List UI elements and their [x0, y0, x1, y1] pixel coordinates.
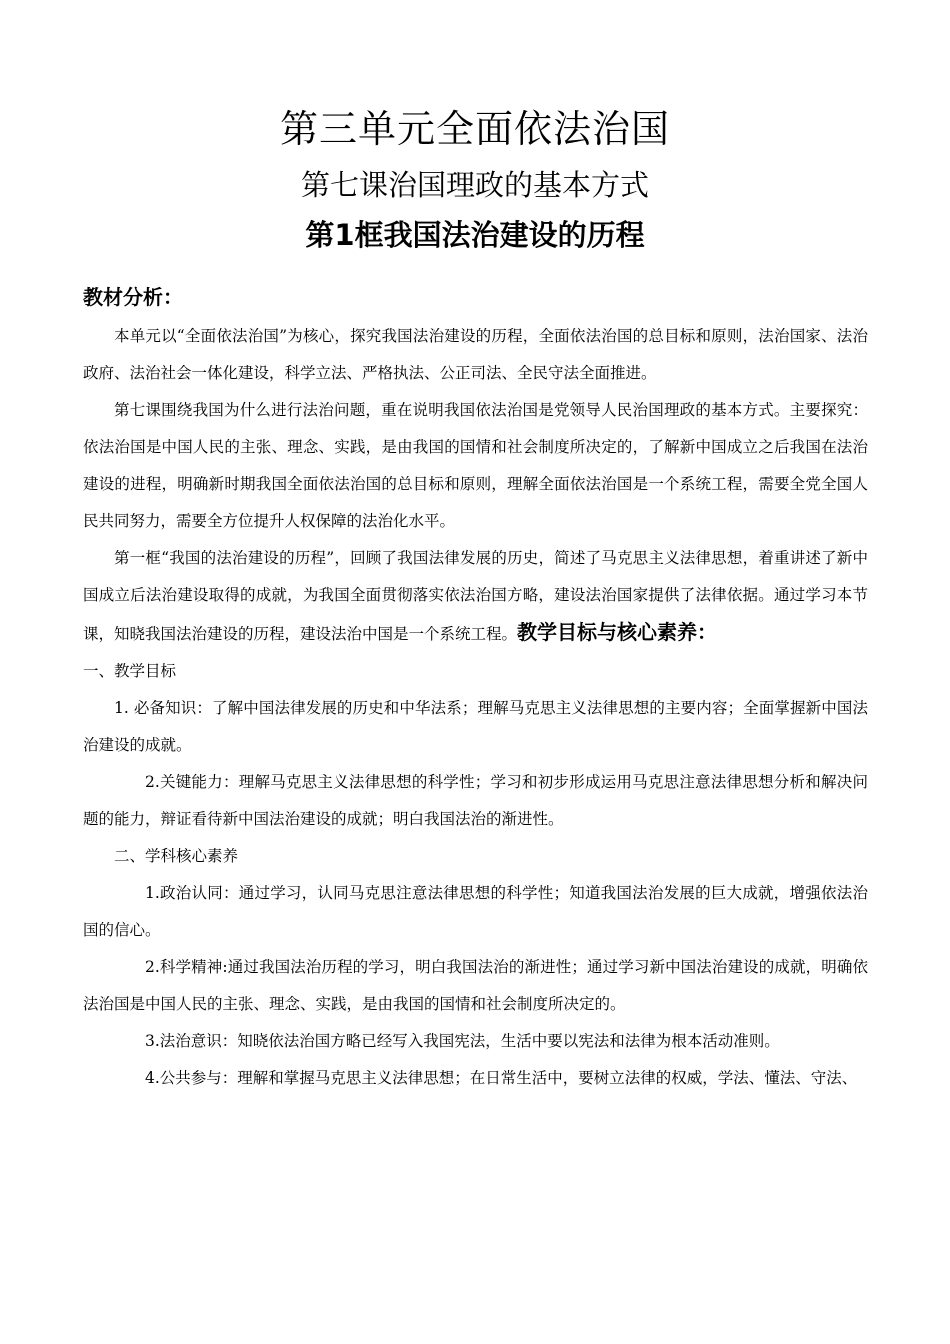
- literacy-item-number: 3.: [145, 1032, 160, 1050]
- literacy-item-text: 公共参与：理解和掌握马克思主义法律思想；在日常生活中，要树立法律的权威，学法、懂法、守法、: [159, 1069, 858, 1087]
- literacy-item: [83, 1023, 868, 1060]
- literacy-item: [83, 875, 868, 949]
- goal-item-2: [83, 764, 868, 838]
- analysis-heading: 教材分析：: [83, 285, 183, 309]
- literacy-item: [83, 1060, 868, 1097]
- analysis-paragraph-3-text: 第一框“我国的法治建设的历程”，回顾了我国法律发展的历史，简述了马克思主义法律思想，着重讲述了新中国成立后法治建设取得的成就，为我国全面贯彻落实依法治国方略，建设法治国家提供了法律依据。通过学习本节课，知晓我国法治建设的历程，建设法治中国是一个系统工程。: [83, 549, 868, 643]
- document-body: [83, 318, 868, 1097]
- goal-item-1: 1. 必备知识：了解中国法律发展的历史和中华法系；理解马克思主义法律思想的主要内容；全面掌握新中国法治建设的成就。: [83, 699, 868, 754]
- literacy-item-number: 1.: [145, 884, 160, 902]
- literacy-heading: 二、学科核心素养: [114, 847, 239, 865]
- literacy-item: [83, 949, 868, 1023]
- unit-title: 第三单元全面依法治国: [279, 107, 670, 151]
- literacy-item-number: 4.: [145, 1069, 160, 1087]
- analysis-paragraph-2: 第七课围绕我国为什么进行法治问题，重在说明我国依法治国是党领导人民治国理政的基本方式。主要探究：依法治国是中国人民的主张、理念、实践，是由我国的国情和社会制度所决定的，了解新中国成立之后我国在法治建设的进程，明确新时期我国全面依法治国的总目标和原则，理解全面依法治国是一个系统工程，需要全党全国人民共同努力，需要全方位提升人权保障的法治化水平。: [83, 401, 868, 530]
- literacy-item-text: 科学精神:通过我国法治历程的学习，明白我国法治的渐进性；通过学习新中国法治建设的成就，明确依法治国是中国人民的主张、理念、实践，是由我国的国情和社会制度所决定的。: [83, 958, 868, 1013]
- literacy-item-text: 法治意识：知晓依法治国方略已经写入我国宪法，生活中要以宪法和法律为根本活动准则。: [159, 1032, 780, 1050]
- frame-title: 第1框我国法治建设的历程: [305, 218, 645, 252]
- literacy-item-number: 2.: [145, 958, 160, 976]
- analysis-paragraph-3: [83, 540, 868, 653]
- goal-item-2-number: 2.: [145, 773, 160, 791]
- literacy-item-text: 政治认同：通过学习，认同马克思注意法律思想的科学性；知道我国法治发展的巨大成就，增强依法治国的信心。: [83, 884, 868, 939]
- goal-item-2-text: 关键能力：理解马克思主义法律思想的科学性；学习和初步形成运用马克思注意法律思想分析和解决问题的能力，辩证看待新中国法治建设的成就；明白我国法治的渐进性。: [83, 773, 868, 828]
- teaching-goals-heading: 一、教学目标: [83, 662, 177, 680]
- objectives-heading: 教学目标与核心素养：: [517, 620, 718, 644]
- lesson-title: 第七课治国理政的基本方式: [300, 168, 649, 202]
- analysis-paragraph-1: 本单元以“全面依法治国”为核心，探究我国法治建设的历程，全面依法治国的总目标和原则，法治国家、法治政府、法治社会一体化建设，科学立法、严格执法、公正司法、全民守法全面推进。: [83, 327, 868, 382]
